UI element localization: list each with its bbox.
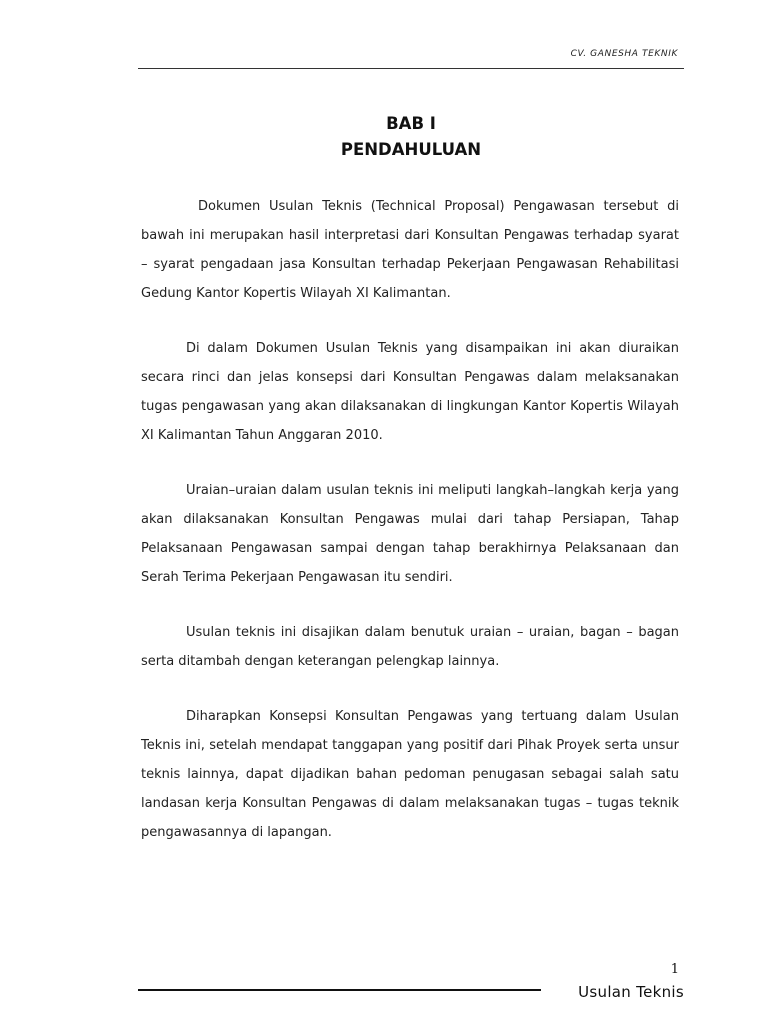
paragraph-1: Dokumen Usulan Teknis (Technical Proposal) Pengawasan tersebut di bawah ini merupakan hasil interpretasi dari Konsultan Pengawas terhadap syarat – syarat pengadaan jasa Konsultan terhadap Pekerjaan Pengawasan Rehabilitasi Gedung Kantor Kopertis Wilayah XI Kalimantan. (141, 199, 679, 301)
document-body (141, 192, 679, 873)
chapter-number: BAB I (386, 114, 436, 133)
footer-document-title: Usulan Teknis (578, 983, 684, 1001)
header-divider (138, 68, 684, 69)
chapter-title: PENDAHULUAN (340, 140, 482, 159)
chapter-heading (138, 111, 684, 163)
paragraph-4: Usulan teknis ini disajikan dalam benutuk uraian – uraian, bagan – bagan serta ditambah dengan keterangan pelengkap lainnya. (141, 625, 679, 669)
page-number: 1 (670, 962, 679, 977)
header-company-name: CV. GANESHA TEKNIK (570, 49, 678, 59)
paragraph-3: Uraian–uraian dalam usulan teknis ini meliputi langkah–langkah kerja yang akan dilaksanakan Konsultan Pengawas mulai dari tahap Persiapan, Tahap Pelaksanaan Pengawasan sampai dengan tahap berakhirnya Pelaksanaan dan Serah Terima Pekerjaan Pengawasan itu sendiri. (141, 483, 679, 585)
paragraph-5: Diharapkan Konsepsi Konsultan Pengawas yang tertuang dalam Usulan Teknis ini, setelah mendapat tanggapan yang positif dari Pihak Proyek serta unsur teknis lainnya, dapat dijadikan bahan pedoman penugasan sebagai salah satu landasan kerja Konsultan Pengawas di dalam melaksanakan tugas – tugas teknik pengawasannya di lapangan. (141, 709, 679, 840)
paragraph-2: Di dalam Dokumen Usulan Teknis yang disampaikan ini akan diuraikan secara rinci dan jelas konsepsi dari Konsultan Pengawas dalam melaksanakan tugas pengawasan yang akan dilaksanakan di lingkungan Kantor Kopertis Wilayah XI Kalimantan Tahun Anggaran 2010. (141, 341, 679, 443)
footer-divider (138, 989, 541, 991)
